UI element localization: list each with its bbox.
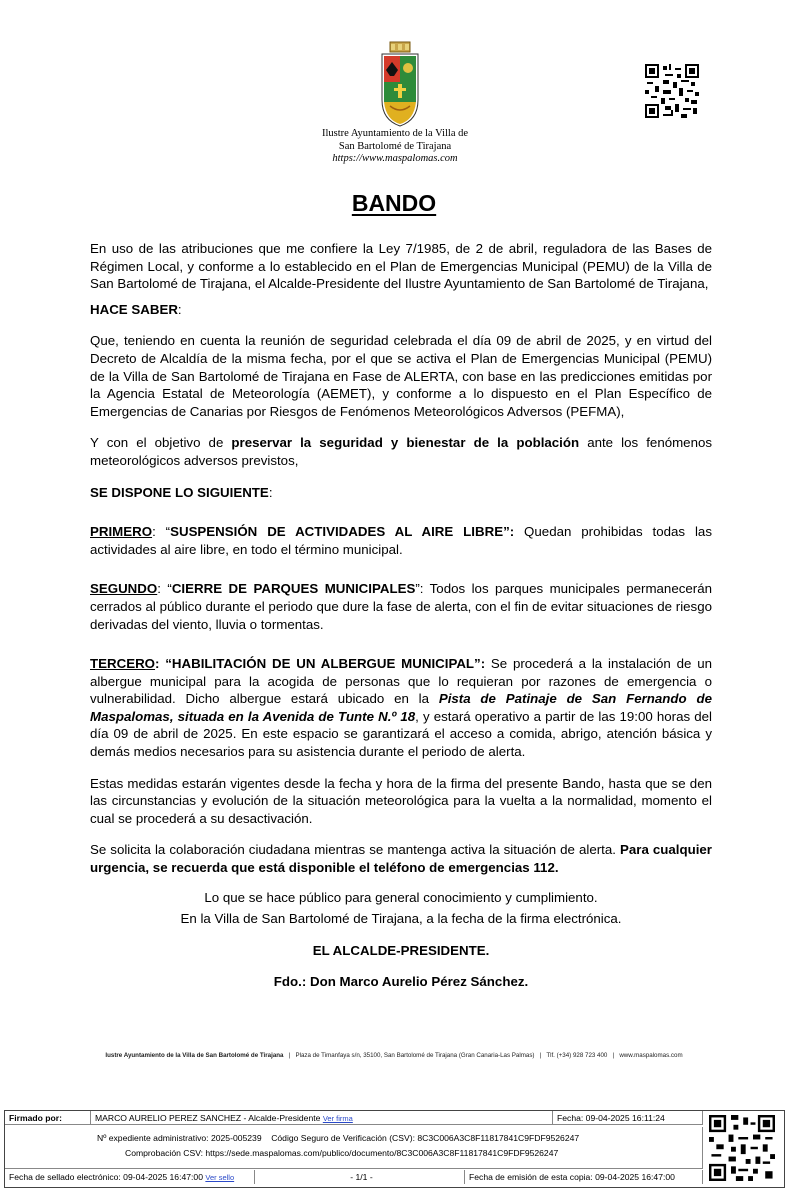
publico-line: Lo que se hace público para general conocimiento y cumplimiento. [204,889,598,905]
signature-date: Fecha: 09-04-2025 16:11:24 [553,1111,703,1125]
signer-cell [91,1111,553,1125]
signer-title: EL ALCALDE-PRESIDENTE. [312,942,490,958]
expediente-line: Nº expediente administrativo: 2025-005239 Código Seguro de Verificación (CSV): 8C3C006A3C8F11817841C9FDF9526247 [97,1133,580,1143]
vigencia-paragraph: Estas medidas estarán vigentes desde la fecha y hora de la firma del presente Bando, hasta que se den las circunstancias y evolución de la situación meteorológica para la vuelta a la normalidad, momento el cual se procederá a su desactivación. [90,775,712,826]
ver-sello-link[interactable]: Ver sello [205,1173,235,1182]
page-footer: Iustre Ayuntamiento de la Villa de San Bartolomé de Tirajana | Plaza de Timanfaya s/n, 35100, San Bartolomé de Tirajana (Gran Canaria-Las Palmas) | Tlf. (+34) 928 723 400 | www.maspalomas.com [105,1052,683,1059]
hace-saber-heading: HACE SABER: [90,301,182,317]
objetivo-paragraph: Y con el objetivo de preservar la seguridad y bienestar de la población ante los fenómenos meteorológicos adversos previstos, [90,435,713,468]
signer-name: Fdo.: Don Marco Aurelio Pérez Sánchez. [273,974,529,990]
colaboracion-paragraph: Se solicita la colaboración ciudadana mientras se mantenga activa la situación de alerta. Para cualquier urgencia, se recuerda que está disponible el teléfono de emergencias 112. [90,842,712,876]
signature-box [4,1110,785,1188]
emision-date: Fecha de emisión de esta copia: 09-04-2025 16:47:00 [465,1170,703,1184]
qr-code-icon [709,1115,775,1181]
sellado-cell: Fecha de sellado electrónico: 09-04-2025 16:47:00 Ver sello [5,1170,255,1184]
firmado-label: Firmado por: [5,1111,91,1125]
qr-code-icon [645,64,699,118]
signer-full: MARCO AURELIO PEREZ SANCHEZ - Alcalde-Presidente [95,1113,321,1123]
org-name-line2: San Bartolomé de Tirajana [338,140,452,152]
primero-paragraph: PRIMERO: “SUSPENSIÓN DE ACTIVIDADES AL AIRE LIBRE”: Quedan prohibidas todas las actividades al aire libre, en todo el término municipal. [90,524,712,557]
segundo-paragraph: SEGUNDO: “CIERRE DE PARQUES MUNICIPALES”: Todos los parques municipales permanecerán cerrados al público durante el periodo que dure la fase de alerta, con el fin de evitar situaciones de riesgo derivadas del viento, lluvia o tormentas. [90,581,712,632]
document-body [90,240,712,995]
lugar-line: En la Villa de San Bartolomé de Tirajana, a la fecha de la firma electrónica. [180,911,622,927]
coat-of-arms-logo [378,40,422,128]
dispone-heading: SE DISPONE LO SIGUIENTE: [90,484,273,500]
tercero-paragraph: TERCERO: “HABILITACIÓN DE UN ALBERGUE MUNICIPAL”: Se procederá a la instalación de un albergue municipal para la acogida de personas que lo requieran por razones de emergencia o vulnerabilidad. Dicho albergue estará ubicado en la Pista de Patinaje de San Fernando de Maspalomas, situada en la Avenida de Tunte N.º 18, y estará operativo a partir de las 19:00 horas del día 09 de abril de 2025. En este espacio se garantizará el acceso a comida, abrigo, atención básica y demás medios necesarios para su asistencia durante el periodo de alerta. [90,656,712,760]
ver-firma-link[interactable]: Ver firma [322,1114,353,1123]
document-title: BANDO [351,190,437,216]
intro-paragraph: En uso de las atribuciones que me confiere la Ley 7/1985, de 2 de abril, reguladora de las Bases de Régimen Local, y conforme a lo establecido en el Plan de Emergencias Municipal (PEMU) de la Villa de San Bartolomé de Tirajana, el Alcalde-Presidente del Ilustre Ayuntamiento de San Bartolomé de Tirajana, [90,241,712,292]
que-paragraph: Que, teniendo en cuenta la reunión de seguridad celebrada el día 09 de abril de 2025, y en virtud del Decreto de Alcaldía de la misma fecha, por el que se activa el Plan de Emergencias Municipal (PEMU) de la Villa de San Bartolomé de Tirajana en Fase de ALERTA, con base en las predicciones emitidas por la Agencia Estatal de Meteorología (AEMET), y conforme a lo dispuesto en el Plan Específico de Emergencias de Canarias por Riesgos de Fenómenos Meteorológicos Adversos (PEFMA), [90,333,712,419]
page-number: - 1/1 - [255,1170,465,1184]
comprobacion-csv: Comprobación CSV: https://sede.maspalomas.com/publico/documento/8C3C006A3C8F11817841C9FDF9526247 [125,1148,559,1158]
org-url: https://www.maspalomas.com [332,153,458,164]
org-name-line1: Ilustre Ayuntamiento de la Villa de [321,128,469,139]
